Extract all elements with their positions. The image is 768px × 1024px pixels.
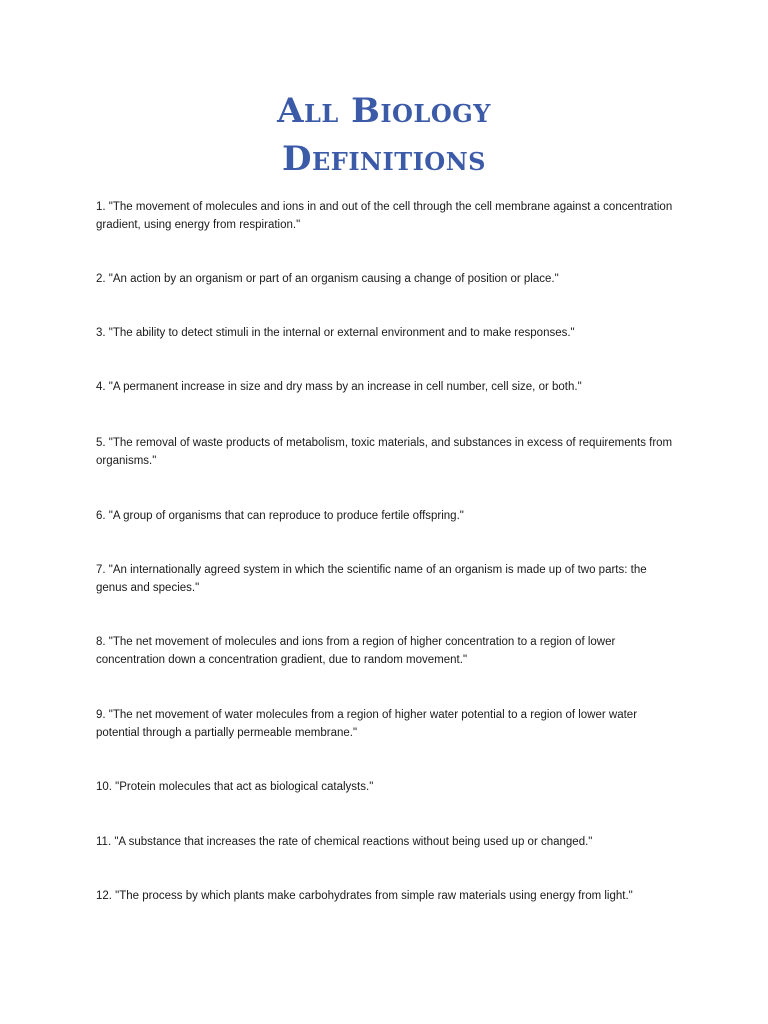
definition-item-2: 2. "An action by an organism or part of an organism causing a change of position or place." xyxy=(96,273,559,285)
definition-item-8: 8. "The net movement of molecules and ions from a region of higher concentration to a region of lower concentration down a concentration gradient, due to random movement." xyxy=(96,636,616,666)
page-title-line-2: Definitions xyxy=(282,139,486,179)
definition-item-5: 5. "The removal of waste products of metabolism, toxic materials, and substances in excess of requirements from organisms." xyxy=(96,437,673,467)
definition-item-1: 1. "The movement of molecules and ions in and out of the cell through the cell membrane against a concentration gradient, using energy from respiration." xyxy=(96,201,673,231)
definition-item-9: 9. "The net movement of water molecules from a region of higher water potential to a region of lower water potential through a partially permeable membrane." xyxy=(96,709,638,739)
page-title-line-1: All Biology xyxy=(277,91,491,131)
definition-item-10: 10. "Protein molecules that act as biological catalysts." xyxy=(96,781,374,793)
definition-item-12: 12. "The process by which plants make carbohydrates from simple raw materials using energy from light." xyxy=(96,890,633,902)
definition-item-4: 4. "A permanent increase in size and dry mass by an increase in cell number, cell size, or both." xyxy=(96,381,582,393)
definition-item-6: 6. "A group of organisms that can reproduce to produce fertile offspring." xyxy=(96,510,464,522)
definition-item-3: 3. "The ability to detect stimuli in the internal or external environment and to make responses." xyxy=(96,327,575,339)
definition-item-11: 11. "A substance that increases the rate of chemical reactions without being used up or changed." xyxy=(96,836,593,848)
definition-item-7: 7. "An internationally agreed system in which the scientific name of an organism is made up of two parts: the genus and species." xyxy=(96,564,647,594)
